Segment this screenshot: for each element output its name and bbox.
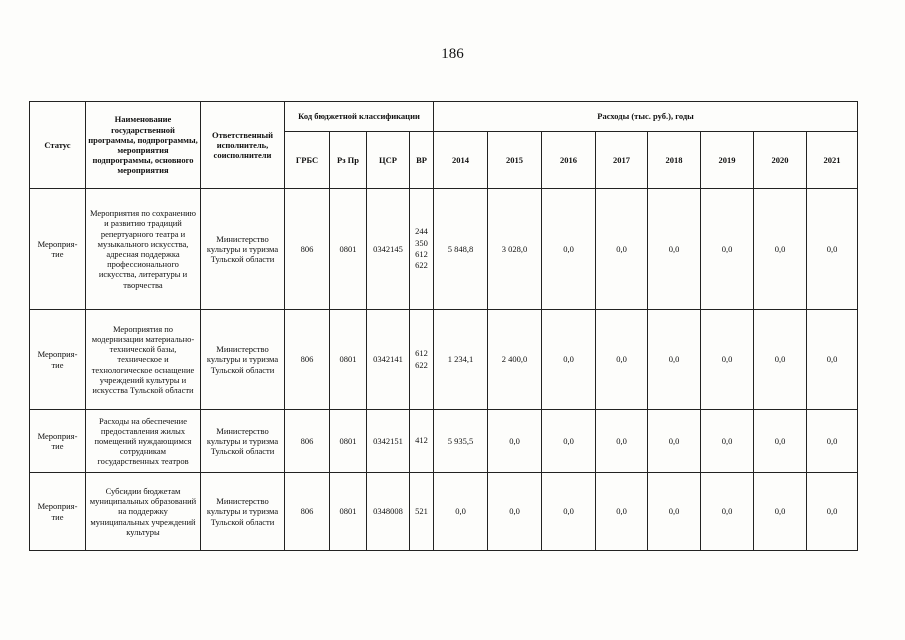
header-grbs: ГРБС [285,132,330,189]
value-2018: 0,0 [648,473,701,551]
value-2018: 0,0 [648,189,701,310]
header-year-2018: 2018 [648,132,701,189]
value-2021: 0,0 [807,310,858,410]
grbs-cell: 806 [285,310,330,410]
value-2015: 3 028,0 [488,189,542,310]
header-expenses: Расходы (тыс. руб.), годы [434,102,858,132]
grbs-cell: 806 [285,189,330,310]
value-2019: 0,0 [701,310,754,410]
vr-value: 612 [415,249,428,259]
value-2017: 0,0 [596,189,648,310]
value-2018: 0,0 [648,310,701,410]
value-2014: 5 935,5 [434,410,488,473]
executor-cell: Министерство культуры и туризма Тульской области [201,189,285,310]
value-2016: 0,0 [542,189,596,310]
vr-value: 350 [415,237,428,248]
executor-cell: Министерство культуры и туризма Тульской области [201,473,285,551]
status-cell: Мероприя-тие [30,189,86,310]
header-year-2020: 2020 [754,132,807,189]
value-2015: 0,0 [488,410,542,473]
vr-value: 521 [415,505,428,516]
status-cell: Мероприя-тие [30,310,86,410]
name-cell: Субсидии бюджетам муниципальных образований на поддержку муниципальных учреждений культуры [86,473,201,551]
name-cell: Расходы на обеспечение предоставления жилых помещений нуждающимся сотрудникам государственных театров [86,410,201,473]
value-2017: 0,0 [596,310,648,410]
vr-cell [410,189,434,310]
header-rzpr: Рз Пр [330,132,367,189]
csr-cell: 0342151 [367,410,410,473]
page-number: 186 [441,46,464,62]
header-row-1 [30,102,858,132]
name-cell: Мероприятия по модернизации материально-технической базы, техническое и технологическое оснащение учреждений культуры и искусства Тульской области [86,310,201,410]
name-cell: Мероприятия по сохранению и развитию традиций репертуарного театра и музыкального искусства, адресная поддержка профессионального искусства, литературы и творчества [86,189,201,310]
vr-value: 412 [415,435,428,446]
header-year-2021: 2021 [807,132,858,189]
header-csr: ЦСР [367,132,410,189]
value-2016: 0,0 [542,310,596,410]
header-year-2016: 2016 [542,132,596,189]
rzpr-cell: 0801 [330,310,367,410]
csr-cell: 0342141 [367,310,410,410]
executor-cell: Министерство культуры и туризма Тульской области [201,310,285,410]
status-cell: Мероприя-тие [30,410,86,473]
rzpr-cell: 0801 [330,473,367,551]
value-2020: 0,0 [754,189,807,310]
value-2017: 0,0 [596,410,648,473]
value-2015: 0,0 [488,473,542,551]
executor-cell: Министерство культуры и туризма Тульской области [201,410,285,473]
table-row [30,310,858,410]
value-2021: 0,0 [807,410,858,473]
grbs-cell: 806 [285,473,330,551]
header-vr: ВР [410,132,434,189]
value-2019: 0,0 [701,189,754,310]
value-2018: 0,0 [648,410,701,473]
table-row [30,189,858,310]
vr-value: 612 [415,348,428,359]
header-year-2014: 2014 [434,132,488,189]
value-2014: 0,0 [434,473,488,551]
table-row [30,473,858,551]
value-2021: 0,0 [807,473,858,551]
budget-table [29,101,858,551]
header-year-2019: 2019 [701,132,754,189]
header-status: Статус [30,102,86,189]
value-2016: 0,0 [542,410,596,473]
value-2019: 0,0 [701,410,754,473]
value-2019: 0,0 [701,473,754,551]
vr-value: 622 [415,260,428,271]
header-year-2015: 2015 [488,132,542,189]
value-2014: 1 234,1 [434,310,488,410]
value-2015: 2 400,0 [488,310,542,410]
grbs-cell: 806 [285,410,330,473]
value-2020: 0,0 [754,310,807,410]
header-executor: Ответственный исполнитель, соисполнители [201,102,285,189]
value-2021: 0,0 [807,189,858,310]
rzpr-cell: 0801 [330,189,367,310]
vr-value: 244 [415,226,428,237]
header-name: Наименование государственной программы, подпрограммы, мероприятия подпрограммы, основного мероприятия [86,102,201,189]
table-row [30,410,858,473]
vr-value: 622 [415,359,428,370]
rzpr-cell: 0801 [330,410,367,473]
vr-cell [410,473,434,551]
vr-cell [410,410,434,473]
value-2020: 0,0 [754,473,807,551]
value-2017: 0,0 [596,473,648,551]
csr-cell: 0342145 [367,189,410,310]
value-2016: 0,0 [542,473,596,551]
status-cell: Мероприя-тие [30,473,86,551]
header-year-2017: 2017 [596,132,648,189]
vr-cell [410,310,434,410]
value-2014: 5 848,8 [434,189,488,310]
value-2020: 0,0 [754,410,807,473]
header-budget-code: Код бюджетной классификации [285,102,434,132]
csr-cell: 0348008 [367,473,410,551]
